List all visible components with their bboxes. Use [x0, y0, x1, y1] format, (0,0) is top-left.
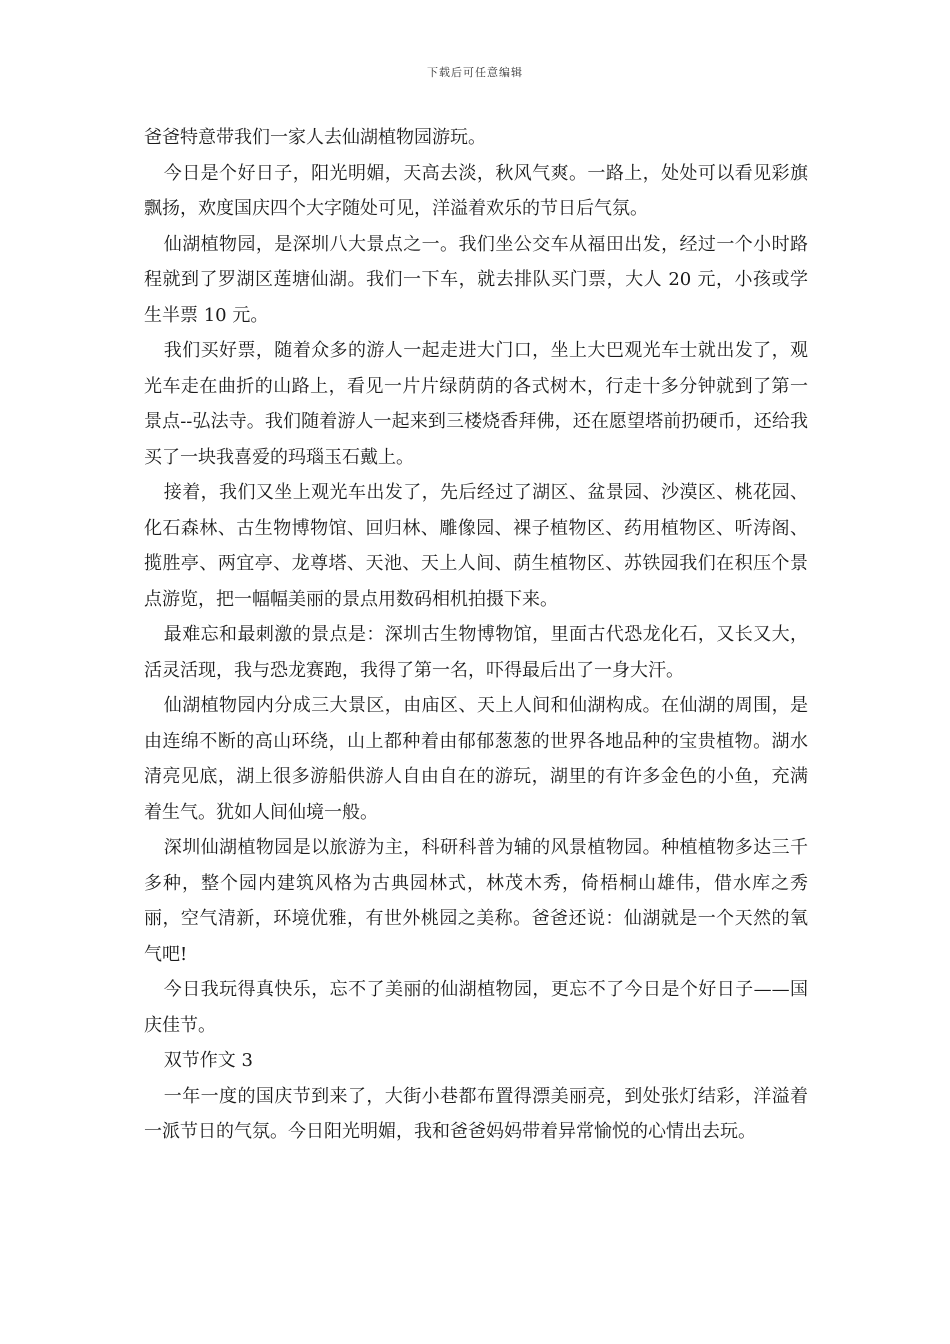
- paragraph-1: 爸爸特意带我们一家人去仙湖植物园游玩。: [144, 127, 486, 148]
- paragraph-8: 深圳仙湖植物园是以旅游为主，科研科普为辅的风景植物园。种植植物多达三千多种，整个园内建筑风格为古典园林式，林茂木秀，倚梧桐山雄伟，借水库之秀丽，空气清新，环境优雅，有世外桃园之美称。爸爸还说：仙湖就是一个天然的氧气吧!: [144, 837, 808, 965]
- paragraph-4: 我们买好票，随着众多的游人一起走进大门口，坐上大巴观光车士就出发了，观光车走在曲折的山路上，看见一片片绿荫荫的各式树木，行走十多分钟就到了第一景点--弘法寺。我们随着游人一起来到三楼烧香拜佛，还在愿望塔前扔硬币，还给我买了一块我喜爱的玛瑙玉石戴上。: [144, 340, 808, 468]
- paragraph-10: 一年一度的国庆节到来了，大街小巷都布置得漂美丽亮，到处张灯结彩，洋溢着一派节日的气氛。今日阳光明媚，我和爸爸妈妈带着异常愉悦的心情出去玩。: [144, 1085, 808, 1142]
- paragraph-7: 仙湖植物园内分成三大景区，由庙区、天上人间和仙湖构成。在仙湖的周围，是由连绵不断的高山环绕，山上都种着由郁郁葱葱的世界各地品种的宝贵植物。湖水清亮见底，湖上很多游船供游人自由自在的游玩，湖里的有许多金色的小鱼，充满着生气。犹如人间仙境一般。: [144, 695, 808, 823]
- section-heading: 双节作文 3: [163, 1050, 253, 1071]
- paragraph-6: 最难忘和最刺激的景点是：深圳古生物博物馆，里面古代恐龙化石，又长又大，活灵活现，我与恐龙赛跑，我得了第一名，吓得最后出了一身大汗。: [144, 624, 808, 681]
- document-body: [144, 120, 808, 1150]
- paragraph-5: 接着，我们又坐上观光车出发了，先后经过了湖区、盆景园、沙漠区、桃花园、化石森林、古生物博物馆、回归林、雕像园、裸子植物区、药用植物区、听涛阁、揽胜亭、两宜亭、龙尊塔、天池、天上人间、荫生植物区、苏铁园我们在积压个景点游览，把一幅幅美丽的景点用数码相机拍摄下来。: [144, 482, 808, 610]
- paragraph-9: 今日我玩得真快乐，忘不了美丽的仙湖植物园，更忘不了今日是个好日子——国庆佳节。: [144, 979, 808, 1036]
- page-header: 下载后可任意编辑: [427, 66, 523, 79]
- paragraph-3: 仙湖植物园，是深圳八大景点之一。我们坐公交车从福田出发，经过一个小时路程就到了罗湖区莲塘仙湖。我们一下车，就去排队买门票，大人 20 元，小孩或学生半票 10 元。: [144, 233, 808, 326]
- paragraph-2: 今日是个好日子，阳光明媚，天高去淡，秋风气爽。一路上，处处可以看见彩旗飘扬，欢度国庆四个大字随处可见，洋溢着欢乐的节日后气氛。: [144, 162, 808, 219]
